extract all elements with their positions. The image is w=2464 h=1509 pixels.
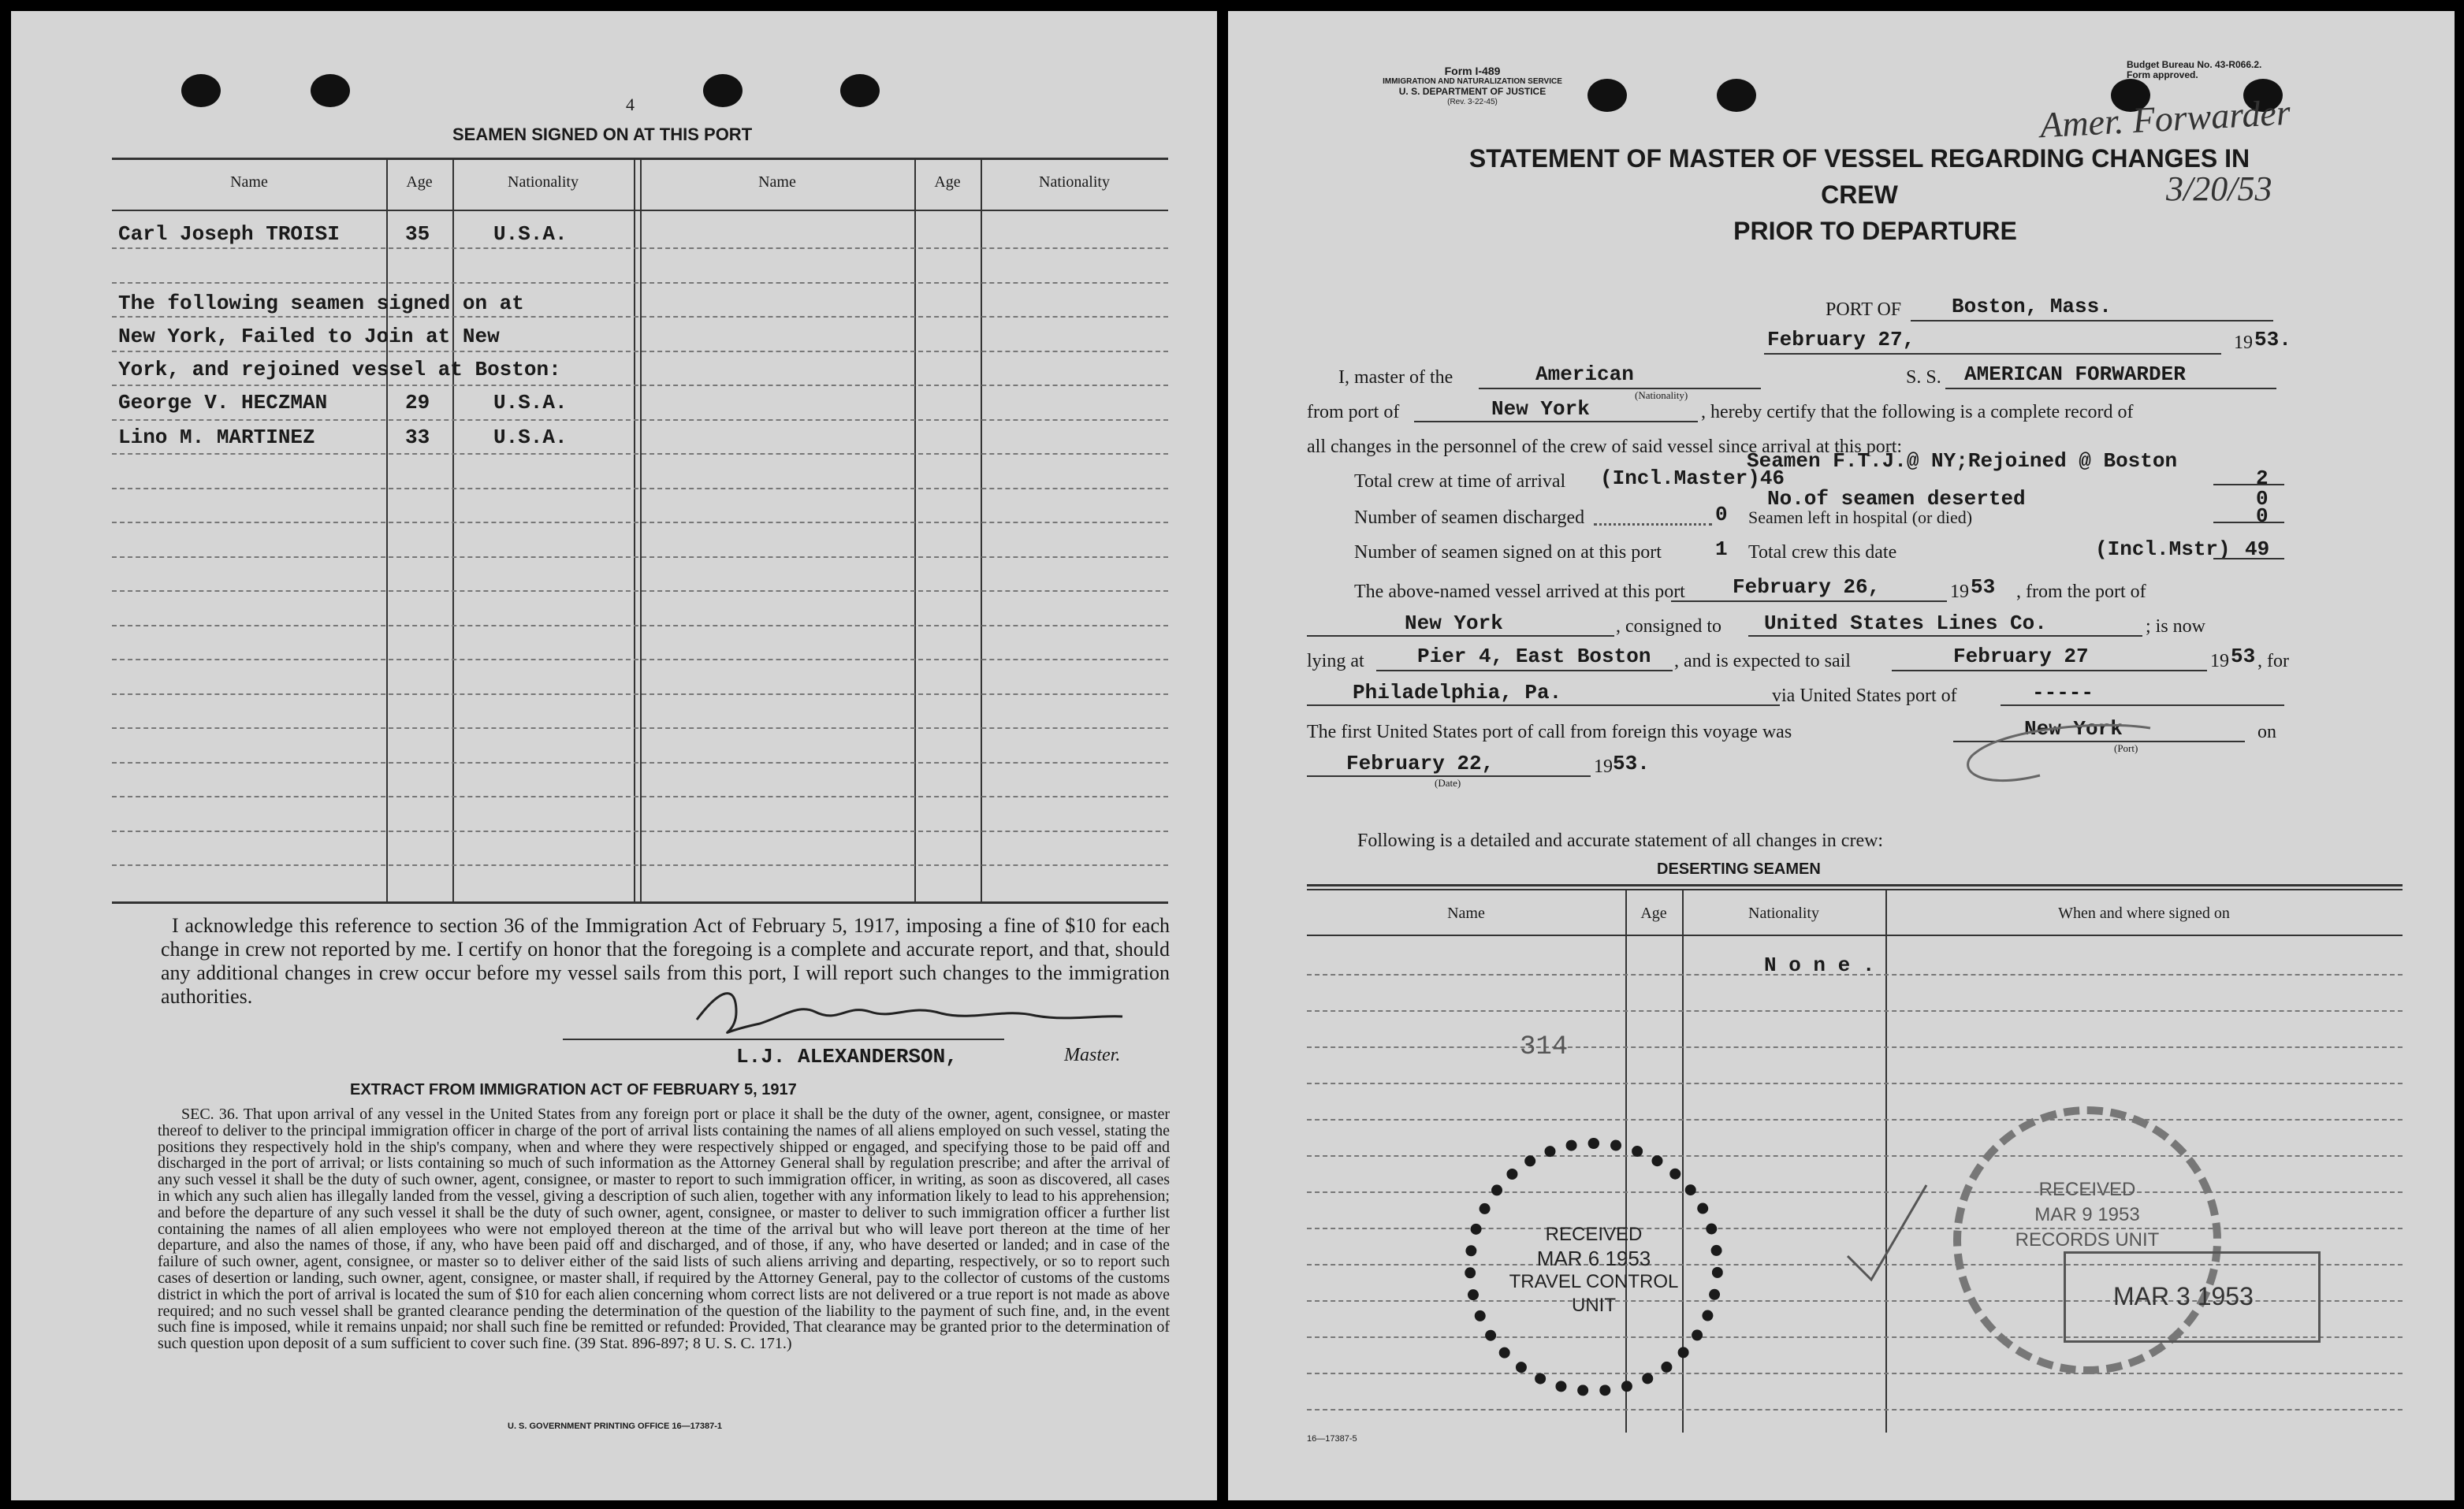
row-nationality: U.S.A. (493, 391, 568, 414)
date-caption: (Date) (1435, 777, 1461, 789)
expected-label: , and is expected to sail (1674, 651, 1851, 671)
table-row-rule (112, 762, 1168, 764)
handwritten-loop (1930, 704, 2166, 799)
table-row-rule (1307, 1119, 2403, 1121)
discharged-value: 0 (1715, 503, 1728, 526)
year-prefix: 19 (1950, 582, 1969, 602)
stamp-unit-text: RECORDS UNIT (2015, 1229, 2160, 1251)
stamp-unit-text-2: UNIT (1572, 1295, 1616, 1316)
row-name: Lino M. MARTINEZ (118, 426, 315, 449)
punch-hole (1587, 79, 1627, 112)
table-row-rule (112, 385, 1168, 386)
table-row-rule (112, 247, 1168, 249)
punch-hole (311, 74, 350, 107)
form-header (1370, 66, 1575, 107)
first-port-value: New York (2024, 717, 2123, 741)
row-name: Carl Joseph TROISI (118, 222, 340, 246)
statement-year: 53. (2254, 328, 2291, 351)
statement-date: February 27, (1767, 328, 1915, 351)
title-line-1: STATEMENT OF MASTER OF VESSEL REGARDING CHANGES IN CREW (1468, 144, 2250, 209)
table-row-rule (112, 351, 1168, 352)
signed-on-label: Number of seamen signed on at this port (1354, 542, 1662, 563)
note-line: The following seamen signed on at (118, 292, 524, 315)
col-header-name: Name (230, 173, 268, 191)
arrived-date: February 26, (1733, 575, 1881, 599)
lying-at-value: Pier 4, East Boston (1417, 645, 1651, 668)
total-date-label: Total crew this date (1748, 542, 1897, 563)
consignee: United States Lines Co. (1764, 611, 2047, 635)
for-label: , for (2257, 651, 2289, 671)
first-port-label: The first United States port of call from foreign this voyage was (1307, 722, 1792, 742)
extract-title: EXTRACT FROM IMMIGRATION ACT OF FEBRUARY 5, 1917 (350, 1081, 797, 1098)
deserting-title: DESERTING SEAMEN (1657, 860, 1821, 878)
table-row-rule (112, 316, 1168, 318)
year-prefix: 19 (2234, 333, 2253, 353)
destination: Philadelphia, Pa. (1353, 681, 1562, 704)
check-mark (1840, 1177, 1934, 1288)
table-row-rule (112, 282, 1168, 284)
table-row-rule (1307, 1010, 2403, 1012)
table-row-rule (112, 453, 1168, 455)
extract-text: SEC. 36. That upon arrival of any vessel in the United States from any foreign port or place it shall be the duty of the owner, agent, consignee, or master thereof to deliver to the principal immigration officer in charge of the port of arrival lists containing the names of all aliens employed on such vessel, stating the positions they respectively hold in the ship's company, when and where they were respectively shipped or engaged, and specifying those to be paid off and discharged in the port of arrival; or lists containing so much of such information as the Attorney General shall by regulation prescribe; and after the arrival of any such vessel it shall be the duty of such owner, agent, consignee, or master to report to such immigration officer, in writing, as soon as discovered, all cases in which any such alien has illegally landed from the vessel, giving a description of such alien, together with any information likely to lead to his apprehension; and before the departure of any such vessel it shall be the duty of such owner, agent, consignee, or master to deliver to such immigration officer a further list containing the names of all alien employees who were not employed thereon at the time of the arrival but who will leave port thereon at the time of her departure, and also the names of those, if any, who have been paid off and discharged, and of those, if any, who have deserted or landed; and in case of the failure of such owner, agent, consignee, or master so to deliver either of the said lists of such aliens arriving and departing, respectively, or so to report such cases of desertion or landing, such owner, agent, consignee, or master shall, if required by the Attorney General, pay to the collector of customs of the customs district in which the port of arrival is located the sum of $10 for each alien concerning whom correct lists are not delivered or a true report is not made as above required; and no such vessel shall be granted clearance pending the determination of the question of the liability to the payment of such fine, and, in the event such fine is imposed, while it remains unpaid; nor shall such fine be remitted or refunded: Provided, That clearance may be granted prior to the determination of such question upon deposit of a sum sufficient to cover such fine. (39 Stat. 896-897; 8 U. S. C. 171.) (158, 1106, 1170, 1353)
table-row-rule (112, 831, 1168, 832)
table-row-rule (1307, 1083, 2403, 1084)
table-row-rule (112, 522, 1168, 523)
ss-label: S. S. (1906, 367, 1941, 388)
row-age: 33 (405, 426, 430, 449)
printing-office: U. S. GOVERNMENT PRINTING OFFICE 16—17387-1 (508, 1422, 723, 1431)
page-number: 4 (626, 95, 635, 114)
rejoined-label: Seamen F.T.J.@ NY;Rejoined @ Boston (1747, 449, 2178, 473)
form-title (1228, 140, 2286, 249)
vessel-nationality: American (1535, 362, 1634, 386)
arrived-year: 53 (1971, 575, 1996, 599)
nationality-caption: (Nationality) (1635, 389, 1688, 401)
is-now-label: ; is now (2146, 616, 2206, 637)
total-crew-value: (Incl.Master)46 (1600, 466, 1785, 490)
port-label: PORT OF (1826, 299, 1902, 320)
date-stamp-box (2064, 1251, 2321, 1343)
stamp-date: MAR 6 1953 (1536, 1247, 1651, 1270)
table-row-rule (112, 488, 1168, 489)
des-col-name: Name (1447, 905, 1485, 922)
acknowledgment-text: I acknowledge this reference to section 36 of the Immigration Act of February 5, 1917, imposing a fine of $10 for each change in crew not reported by me. I certify on honor that the foregoing is a complete and accurate report, and that, should any additional changes in crew occur before my vessel sails from this port, I will report such changes to the immigration authorities. (161, 914, 1170, 1008)
total-date-value: (Incl.Mstr) (2095, 537, 2231, 561)
note-line: New York, Failed to Join at New (118, 325, 500, 348)
from-port-of-label: , from the port of (2016, 582, 2146, 602)
vessel-name: AMERICAN FORWARDER (1964, 362, 2186, 386)
year-prefix: 19 (2210, 651, 2229, 671)
discharged-label: Number of seamen discharged (1354, 507, 1585, 528)
sail-year: 53 (2231, 645, 2256, 668)
master-label: Master. (1064, 1045, 1121, 1065)
hospital-label: Seamen left in hospital (or died) (1748, 507, 1973, 527)
from-port-label: from port of (1307, 402, 1400, 422)
year-prefix: 19 (1594, 756, 1613, 777)
table-row-rule (1307, 1046, 2403, 1048)
table-row-rule (112, 556, 1168, 558)
stamp-date: MAR 3 1953 (2113, 1282, 2254, 1310)
table-row-rule (112, 727, 1168, 729)
row-name: George V. HECZMAN (118, 391, 328, 414)
punch-hole (703, 74, 743, 107)
on-label: on (2257, 722, 2276, 742)
table-row-rule (112, 796, 1168, 797)
sail-date: February 27 (1953, 645, 2089, 668)
stamp-received-text: RECEIVED (1545, 1224, 1643, 1245)
signed-on-title: SEAMEN SIGNED ON AT THIS PORT (452, 125, 753, 144)
from-port-value: New York (1491, 397, 1590, 421)
footer-code: 16—17387-5 (1307, 1434, 1357, 1444)
punch-hole (181, 74, 221, 107)
table-row-rule (1307, 1373, 2403, 1374)
table-row-rule (112, 625, 1168, 626)
lying-at-label: lying at (1307, 651, 1364, 671)
row-nationality: U.S.A. (493, 426, 568, 449)
arrived-label: The above-named vessel arrived at this port (1354, 582, 1685, 602)
port-caption: (Port) (2114, 742, 2138, 754)
table-row-rule (112, 590, 1168, 592)
col-header-name-2: Name (758, 173, 796, 191)
form-approved: Form approved. (2127, 69, 2198, 80)
master-of-label: I, master of the (1338, 367, 1453, 388)
file-number: 314 (1520, 1032, 1569, 1062)
signed-on-value: 1 (1715, 537, 1728, 561)
following-label: Following is a detailed and accurate statement of all changes in crew: (1357, 831, 1884, 851)
hospital-value: 0 (2256, 504, 2269, 528)
stamp-received-text: RECEIVED (2038, 1179, 2136, 1200)
des-col-nationality: Nationality (1748, 905, 1819, 922)
stamp-date: MAR 9 1953 (2034, 1204, 2140, 1225)
certify-text: , hereby certify that the following is a complete record of (1701, 402, 2134, 422)
title-line-2: PRIOR TO DEPARTURE (1733, 217, 2017, 245)
port-value: Boston, Mass. (1952, 295, 2112, 318)
first-date: February 22, (1346, 752, 1494, 775)
master-name: L.J. ALEXANDERSON, (736, 1045, 958, 1069)
consigned-label: , consigned to (1616, 616, 1721, 637)
total-crew-label: Total crew at time of arrival (1354, 471, 1566, 492)
note-line: York, and rejoined vessel at Boston: (118, 358, 561, 381)
table-row-rule (112, 693, 1168, 695)
table-row-rule (1307, 1409, 2403, 1411)
col-header-nationality-2: Nationality (1039, 173, 1110, 191)
rejoined-value: 2 (2256, 466, 2269, 490)
via-port: ----- (2032, 681, 2094, 704)
col-header-age: Age (406, 173, 433, 191)
arrived-from-port: New York (1405, 611, 1503, 635)
row-age: 35 (405, 222, 430, 246)
master-signature (689, 980, 1130, 1043)
none-entry: N o n e . (1764, 953, 1875, 977)
table-row-rule (112, 419, 1168, 421)
col-header-nationality: Nationality (508, 173, 579, 191)
agency-name: IMMIGRATION AND NATURALIZATION SERVICE (1383, 77, 1562, 86)
form-number: Form I-489 (1444, 65, 1501, 77)
department-name: U. S. DEPARTMENT OF JUSTICE (1398, 86, 1547, 97)
des-col-age: Age (1640, 905, 1667, 922)
first-year: 53. (1613, 752, 1650, 775)
right-page (1228, 11, 2455, 1500)
deserted-label: No.of seamen deserted (1767, 487, 2026, 511)
stamp-unit-text: TRAVEL CONTROL (1509, 1271, 1679, 1292)
handwritten-date-note: 3/20/53 (2166, 169, 2272, 208)
handwritten-vessel-note: Amer. Forwarder (2038, 91, 2291, 146)
col-header-age-2: Age (934, 173, 961, 191)
budget-number: Budget Bureau No. 43-R066.2. (2127, 59, 2262, 70)
table-row-rule (112, 864, 1168, 866)
received-stamp-travel-control (1465, 1138, 1723, 1396)
table-row-rule (112, 659, 1168, 660)
punch-hole (840, 74, 880, 107)
punch-hole (1717, 79, 1756, 112)
total-date-number: 49 (2245, 537, 2270, 561)
left-page (11, 11, 1217, 1500)
revision: (Rev. 3-22-45) (1447, 98, 1498, 106)
via-label: via United States port of (1772, 686, 1957, 706)
budget-bureau (2127, 60, 2261, 80)
deserted-value: 0 (2256, 487, 2269, 511)
row-nationality: U.S.A. (493, 222, 568, 246)
row-age: 29 (405, 391, 430, 414)
certify-text-2: all changes in the personnel of the crew of said vessel since arrival at this port: (1307, 437, 1903, 457)
table-row-rule (1307, 1155, 2403, 1157)
des-col-signed-on: When and where signed on (2058, 905, 2230, 922)
